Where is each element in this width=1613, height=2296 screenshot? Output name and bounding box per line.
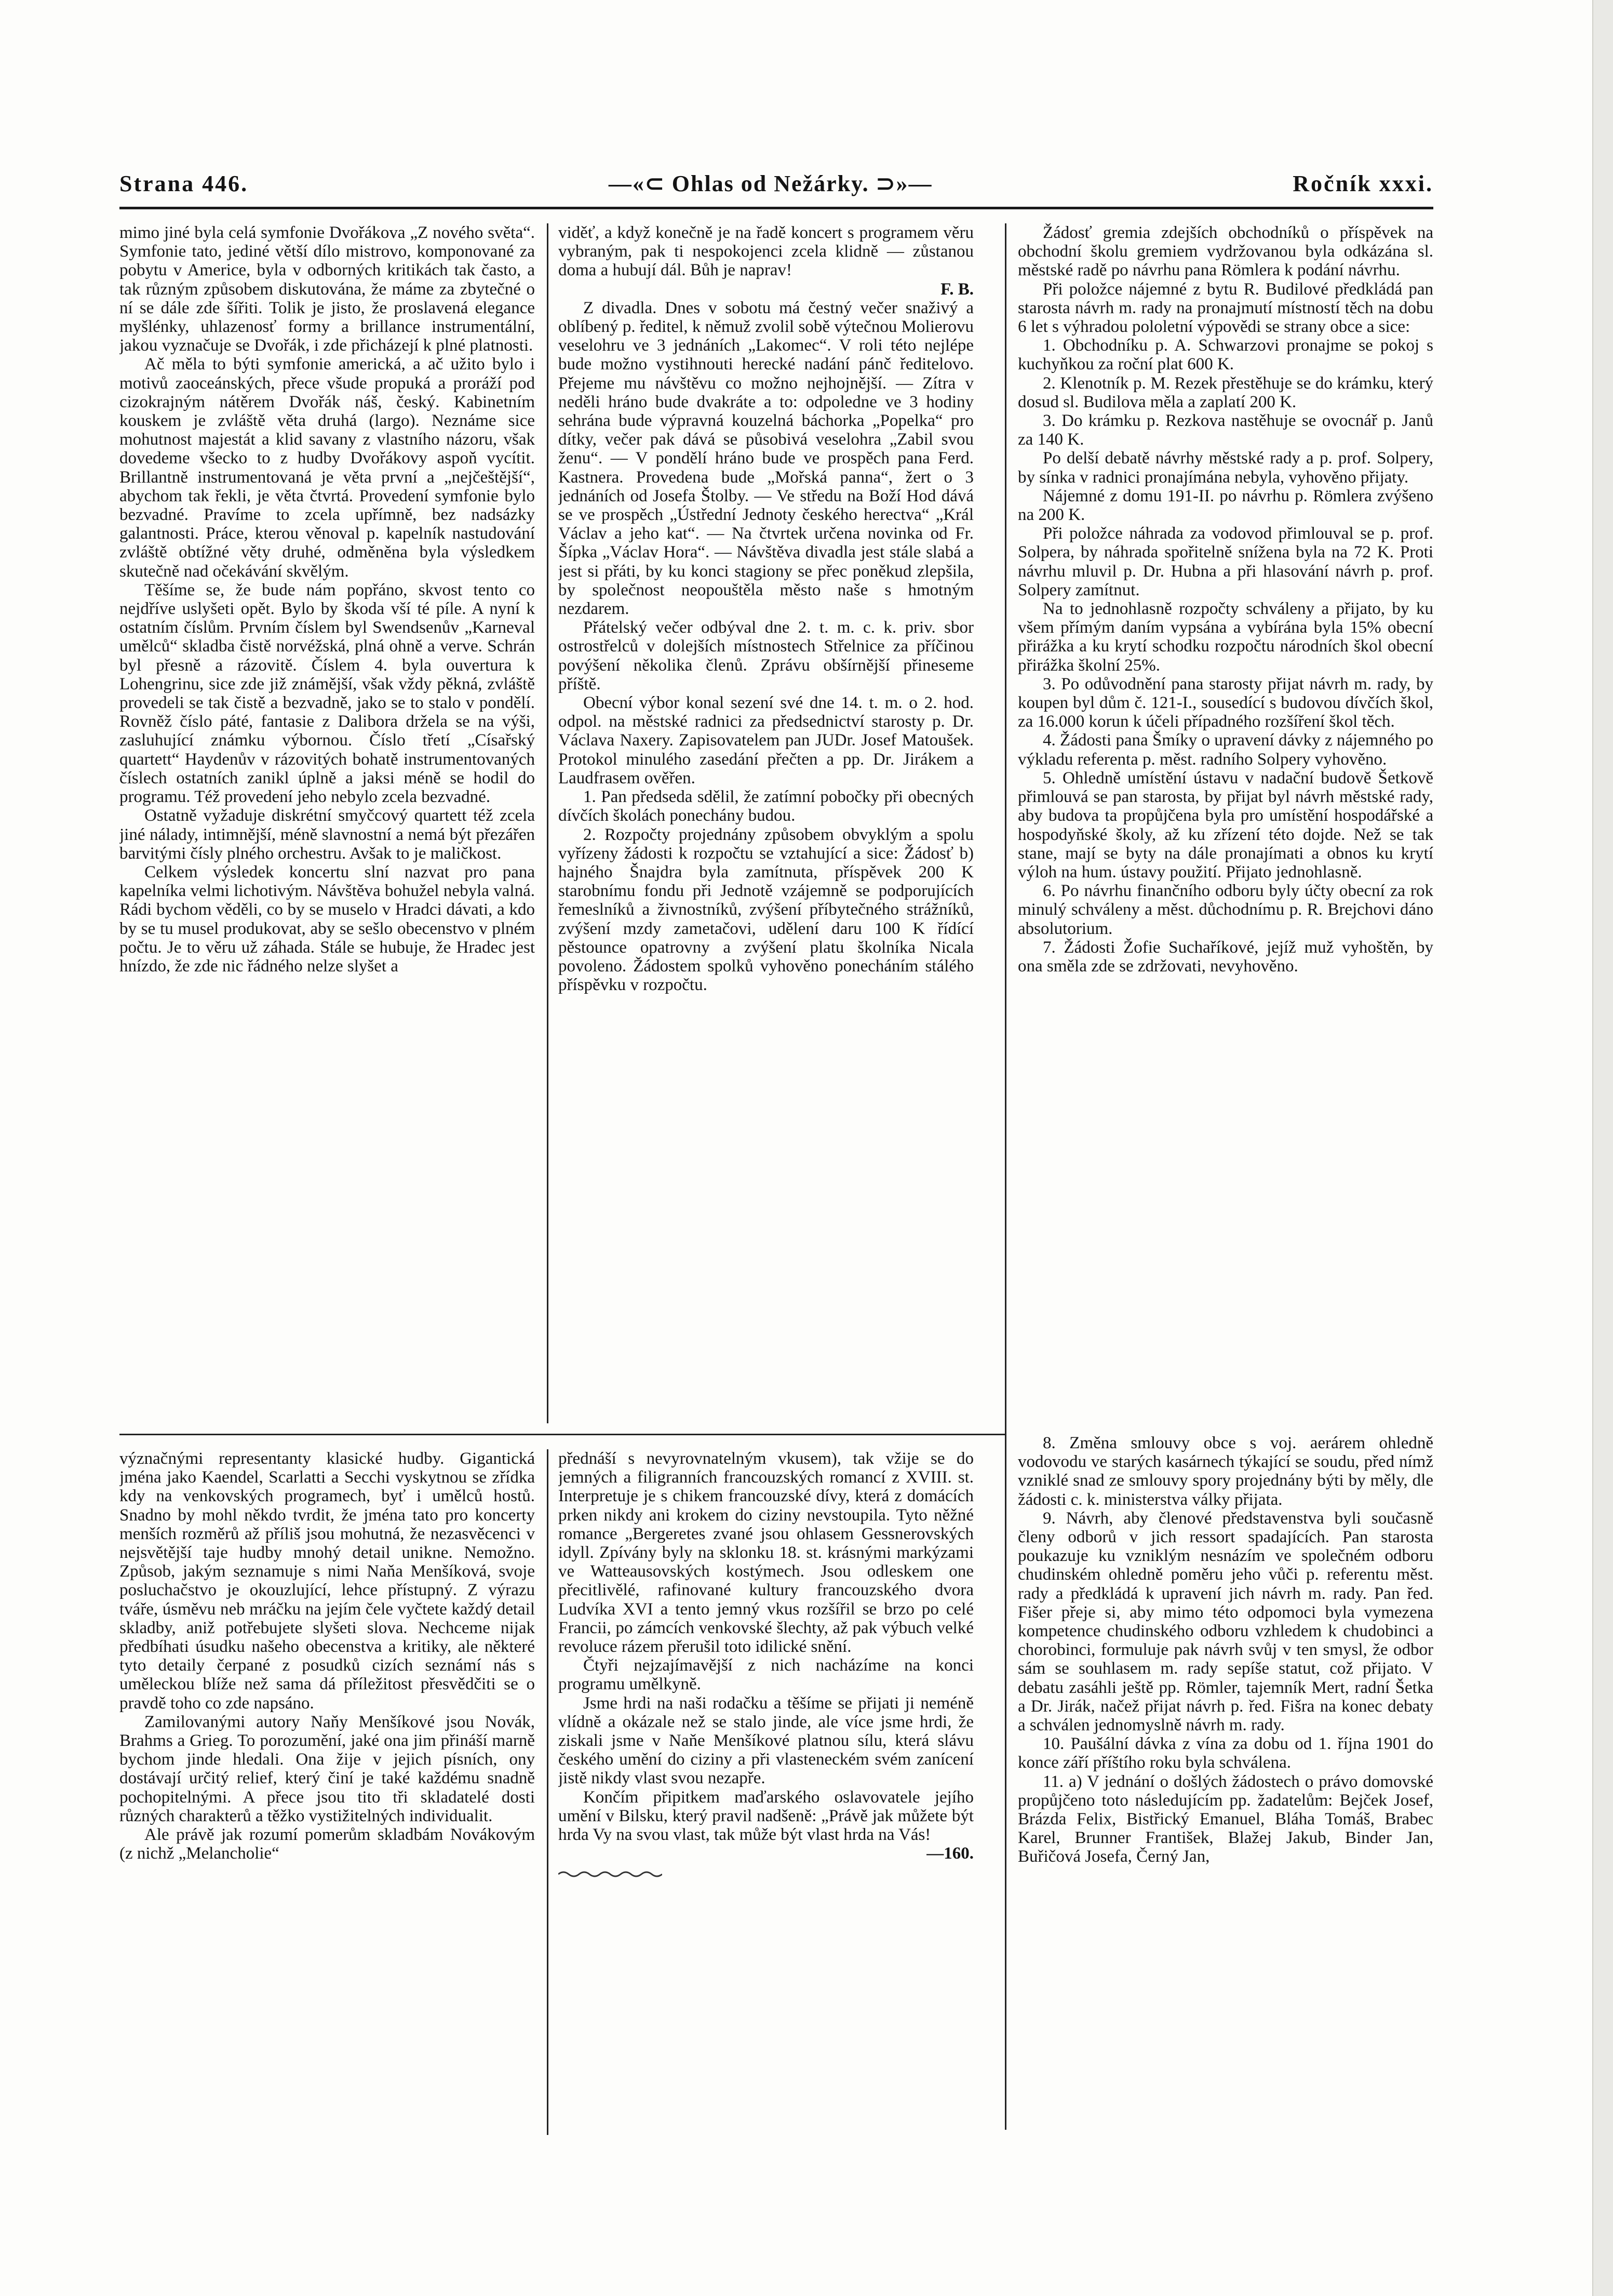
paragraph: Žádosť gremia zdejších obchodníků o příspěvek na obchodní školu gremiem vydržovanou byla odkázána sl. městské radě po návrhu pana Römlera k podání návrhu. (1018, 223, 1433, 280)
page-edge (1592, 0, 1613, 2296)
paragraph: Ostatně vyžaduje diskrétní smyčcový quartett též zcela jiné nálady, intimnější, méně slavnostní a nemá být přezářen barvitými čísly plného orchestru. Avšak to je maličkost. (119, 806, 535, 863)
column-bottom-1 (119, 1449, 535, 2135)
page-number: Strana 446. (119, 170, 249, 196)
ornament-wavy-line (558, 1869, 662, 1879)
column-top-1 (119, 223, 535, 1423)
column-bottom-2 (558, 1449, 974, 2135)
paragraph: 8. Změna smlouvy obce s voj. aerárem ohledně vodovodu ve starých kasárnech týkající se soudu, před nímž vzniklé snad ze smlouvy spory projednány býti by měly, dle žádosti c. k. ministerstva války přijata. (1018, 1434, 1433, 1509)
paragraph: 3. Do krámku p. Rezkova nastěhuje se ovocnář p. Janů za 140 K. (1018, 411, 1433, 449)
column-divider (547, 223, 548, 1423)
paragraph: Při položce náhrada za vodovod přimlouval se p. prof. Solpera, by náhrada spořitelně snížena byla na 72 K. Proti návrhu mluvil p. Dr. Hubna a při hlasování návrh p. prof. Solpery zamítnut. (1018, 524, 1433, 599)
paragraph: 5. Ohledně umístění ústavu v nadační budově Šetkově přimlouvá se pan starosta, by přijat byl návrh městské rady, aby budova ta propůjčena byla pro umístění hospodářské a hospodyňské školy, až ku zřízení této dojde. Než se tak stane, mají se byty na dále pronajímati a obnos ku krytí výloh na hum. ústavy použití. Přijato jednohlasně. (1018, 768, 1433, 882)
paragraph: význačnými representanty klasické hudby. Gigantická jména jako Kaendel, Scarlatti a Secchi vyskytnou se zřídka kdy na venkovských programech, byť i umělců hostů. Snadno by mohl někdo tvrdit, že jména tato pro koncerty menších rozměrů až příliš jsou mohutná, že nezasvěcenci v nejsvětější taje hudby mnohý detail unikne. Nemožno. Způsob, jakým seznamuje s nimi Naňa Menšíková, svoje posluchačstvo je okouzlující, lehce přístupný. Z výrazu tváře, úsměvu neb mráčku na jejím čele vyčtete každý detail skladby, aniž potřebujete slyšeti slova. Nechceme nijak předbíhati úsudku našeho obecenstva a kritiky, ale některé tyto detaily čerpané z posudků cizích seznámí nás s uměleckou blíže než sama dá příležitost přesvědčiti se o pravdě toho co zde napsáno. (119, 1449, 535, 1713)
publication-title: —«⊂ Ohlas od Nežárky. ⊃»— (608, 170, 933, 196)
paragraph: mimo jiné byla celá symfonie Dvořákova „Z nového světa“. Symfonie tato, jediné větší dílo mistrovo, komponované za pobytu v Americe, byla v odborných kritikách tak často, a tak různým způsobem diskutována, že máme za zbytečné o ní se dále zde šířiti. Tolik je jisto, že proslavená elegance myšlénky, uhlazenosť formy a brillance instrumentální, jakou vyznačuje se Dvořák, i zde přicházejí k plné platnosti. (119, 223, 535, 355)
paragraph: Při položce nájemné z bytu R. Budilové předkládá pan starosta návrh m. rady na pronajmutí místností těch na dobu 6 let s výhradou pololetní výpovědi se strany obce a sice: (1018, 279, 1433, 337)
paragraph: viděť, a když konečně je na řadě koncert s programem věru vybraným, pak ti nespokojenci zcela klidně — zůstanou doma a hubují dál. Bůh je naprav! (558, 223, 974, 280)
paragraph: 9. Návrh, aby členové představenstva byli současně členy odborů v jich ressort spadajících. Pan starosta poukazuje ku vzniklým nesnázím ve společném odboru chudinském ohledně poměru jeho vůči p. referentu měst. rady a předkládá k upravení jich návrh m. rady. Pan řed. Fišer přeje si, aby mimo této odpomoci byla vymezena kompetence chudinského odboru vzhledem k chudobinci a chorobinci, formuluje pak návrh svůj v ten smysl, že odbor sám se souhlasem m. rady sepíše statut, což přijato. V debatu zasáhli ještě pp. Römler, tajemník Mert, radní Šetka a Dr. Jirák, načež přijat návrh p. řed. Fišra na konec debaty a schválen jednomyslně návrh m. rady. (1018, 1509, 1433, 1735)
paragraph: 3. Po odůvodnění pana starosty přijat návrh m. rady, by koupen byl dům č. 121-I., sousedící s budovou dívčích škol, za 16.000 korun k účeli případného rozšíření škol těch. (1018, 674, 1433, 731)
paragraph: 1. Pan předseda sdělil, že zatímní pobočky při obecných dívčích školách ponechány budou. (558, 787, 974, 825)
volume-label: Ročník xxxi. (1293, 170, 1433, 196)
paragraph: 4. Žádosti pana Šmíky o upravení dávky z nájemného po výkladu referenta p. měst. radního Solpery vyhověno. (1018, 731, 1433, 769)
column-top-3 (1018, 223, 1433, 1423)
paragraph: Ač měla to býti symfonie americká, a ač užito bylo i motivů zaoceánských, přece všude propuká a proráží pod cizokrajným nátěrem Dvořák náš, český. Kabinetním kouskem je zvláště věta druhá (largo). Neznáme sice mohutnost majestát a klid savany z vlastního názoru, však dovedeme všecko to z hudby Dvořákovy aspoň vycítit. Brillantně instrumentovaná je věta první a „nejčeštější“, abychom tak řekli, je věta čtvrtá. Provedení symfonie bylo bezvadné. Pravíme to zcela upřímně, bez nadsázky galantnosti. Práce, kterou věnoval p. kapelník nastudování zvláště obtížné věty druhé, odměněna byla výsledkem skutečně nad očekávání skvělým. (119, 355, 535, 581)
paragraph-theatre: Z divadla. Dnes v sobotu má čestný večer snaživý a oblíbený p. ředitel, k němuž zvolil sobě výtečnou Molierovu veselohru ve 3 jednáních „Lakomec“. V roli této nejlépe bude možno vystihnouti herecké nadání pánč ředitelovo. Přejeme mu návštěvu co možno nejhojnější. — Zítra v neděli hráno bude dvakráte a to: odpoledne ve 3 hodiny sehrána bude výpravná kouzelná báchorka „Popelka“ pro dítky, večer pak dává se působivá veselohra „Zabil svou ženu“. — V pondělí hráno bude ve prospěch pana Ferd. Kastnera. Provedena bude „Mořská panna“, žert o 3 jednáních od Josefa Štolby. — Ve středu na Boží Hod dává se ve prospěch „Ústřední Jednoty českého herectva“ „Král Václav a jeho kat“. — Na čtvrtek určena novinka od Fr. Šípka „Václav Hora“. — Návštěva divadla jest stále slabá a jest si přáti, by ku konci stagiony se přec poněkud zlepšila, by společnost neopouštěla město naše s hmotným nezdarem. (558, 298, 974, 619)
running-header (119, 165, 1433, 202)
paragraph: Jsme hrdi na naši rodačku a těšíme se přijati ji neméně vlídně a okázale než se stalo jinde, ale více jsme hrdi, že ziskali jsme v Naňe Menšíkové platnou sílu, která slávu českého umění do ciziny a při vlasteneckém svém zanícení jistě nikdy vlast svou nezapře. (558, 1693, 974, 1788)
column-divider (1005, 223, 1006, 2130)
section-divider (119, 1434, 1005, 1435)
paragraph: 10. Paušální dávka z vína za dobu od 1. října 1901 do konce září příštího roku byla schválena. (1018, 1734, 1433, 1772)
paragraph: Ale právě jak rozumí pomerům skladbám Novákovým (z nichž „Melancholie“ (119, 1825, 535, 1863)
column-top-2 (558, 223, 974, 1423)
paragraph: Celkem výsledek koncertu slní nazvat pro pana kapelníka velmi lichotivým. Návštěva bohužel nebyla valná. Rádi bychom věděli, co by se muselo v Hradci dávati, a kdo by se tu musel produkovat, aby se sešlo obecenstvo v plném počtu. Je to věru už záhada. Stále se hubuje, že Hradec jest hnízdo, že zde nic řádného nelze slyšet a (119, 862, 535, 976)
paragraph: Těšíme se, že bude nám popřáno, skvost tento co nejdříve uslyšeti opět. Bylo by škoda vší té píle. A nyní k ostatním číslům. Prvním číslem byl Swendsenův „Karneval umělců“ skladba čistě norvéžská, plná ohně a verve. Schrán byl přesně a rázovitě. Číslem 4. byla ouvertura k Lohengrinu, sice zde již známější, však vždy pěkná, zvláště provedeli se tak čistě a bezvadně, jako se to stalo v pondělí. Rovněž číslo páté, fantasie z Dalibora držela se na výši, zasluhující známku výbornou. Číslo třetí „Císařský quartett“ Haydenův v rázovitých bohatě instrumentovaných číslech ostatních zanikl úplně a jaksi méně se hodil do programu. Též provedení jeho nebylo zcela bezvadné. (119, 580, 535, 807)
header-rule (119, 207, 1433, 209)
paragraph: Zamilovanými autory Naňy Menšíkové jsou Novák, Brahms a Grieg. To porozumění, jaké ona jim přináší marně bychom jinde hledali. Ona žije v jejich písních, ony dostávají určitý relief, který činí je také každému snadně pochopitelnými. A přece jsou tito tři skladatelé dosti různých charakterů a těžko vystižitelných individualit. (119, 1712, 535, 1825)
paragraph-friendly-evening: Přátelský večer odbýval dne 2. t. m. c. k. priv. sbor ostrostřelců v dolejších místnostech Střelnice za příčinou povýšení několika členů. Zprávu obšírnější přineseme příště. (558, 618, 974, 693)
paragraph: 7. Žádosti Žofie Suchaříkové, jejíž muž vyhoštěn, by ona směla zde se zdržovati, nevyhověno. (1018, 938, 1433, 976)
paragraph: Na to jednohlasně rozpočty schváleny a přijato, by ku všem přímým daním vypsána a vybírána byla 15% obecní přirážka a ku krytí schodku rozpočtu národních škol obecní přirážka školní 25%. (1018, 599, 1433, 675)
author-signature: F. B. (940, 279, 974, 299)
paragraph: 1. Obchodníku p. A. Schwarzovi pronajme se pokoj s kuchyňkou za roční plat 600 K. (1018, 336, 1433, 374)
paragraph: 2. Klenotník p. M. Rezek přestěhuje se do krámku, který dosud sl. Budilova měla a zaplatí 200 K. (1018, 373, 1433, 411)
paragraph: 2. Rozpočty projednány způsobem obvyklým a spolu vyřízeny žádosti k rozpočtu se vztahující a sice: Žádosť b) hajného Šnajdra byla zamítnuta, příspěvek 200 K starobnímu fondu při Jednotě vzájemně se podporujících řemeslníků a živnostníků, zvýšení příbytečného strážníků, zvýšení mzdy zametačovi, udělení daru 100 K řídící pěstounce opatrovny a zvýšení platu školníka Nicala povoleno. Žádostem spolků vyhověno ponecháním stálého příspěvku v rozpočtu. (558, 825, 974, 995)
paragraph: Nájemné z domu 191-II. po návrhu p. Römlera zvýšeno na 200 K. (1018, 486, 1433, 525)
column-bottom-3 (1018, 1434, 1433, 2135)
column-divider (547, 1449, 548, 2135)
paragraph: 6. Po návrhu finančního odboru byly účty obecní za rok minulý schváleny a měst. důchodnímu p. R. Brejchovi dáno absolutorium. (1018, 882, 1433, 938)
paragraph: 11. a) V jednání o došlých žádostech o právo domovské propůjčeno toto následujícím pp. žadatelům: Bejček Josef, Brázda Felix, Bistřický Emanuel, Bláha Tomáš, Brabec Karel, Brunner František, Blažej Jakub, Binder Jan, Buřičová Josefa, Černý Jan, (1018, 1772, 1433, 1866)
paragraph: Čtyři nejzajímavější z nich nacházíme na konci programu umělkyně. (558, 1656, 974, 1694)
paragraph: Končím připitkem maďarského oslavovatele jejího umění v Bilsku, který pravil nadšeně: „Právě jak můžete být hrda Vy na svou vlast, tak může být vlast hrda na Vás! (558, 1787, 974, 1845)
paragraph-council: Obecní výbor konal sezení své dne 14. t. m. o 2. hod. odpol. na městské radnici za předsednictví starosty p. Dr. Václava Naxery. Zapisovatelem pan JUDr. Josef Matoušek. Protokol minulého zasedání přečten a pp. Dr. Jirákem a Laudfrasem ověřen. (558, 693, 974, 787)
author-signature: —160. (926, 1844, 974, 1863)
paragraph: přednáší s nevyrovnatelným vkusem), tak vžije se do jemných a filigranních francouzských romancí z XVIII. st. Interpretuje je s chikem francouzské dívy, která z domácích prken nikdy ani krokem do ciziny nevstoupila. Tyto něžné romance „Bergeretes zvané jsou ohlasem Gessnerovských idyll. Zpívány byly na sklonku 18. st. krásnými markýzami ve Watteausovských kostýmech. Jsou odleskem one přecitlivělé, rafinované kultury francouzského dvora Ludvíka XVI a tento jemný vkus rozšířil se brzo po celé Francii, po zámcích venkovské šlechty, až pak výbuch velké revoluce rázem přerušil toto idilické snění. (558, 1449, 974, 1657)
paragraph: Po delší debatě návrhy městské rady a p. prof. Solpery, by sínka v radnici pronajímána nebyla, vyhověno přijaty. (1018, 449, 1433, 487)
